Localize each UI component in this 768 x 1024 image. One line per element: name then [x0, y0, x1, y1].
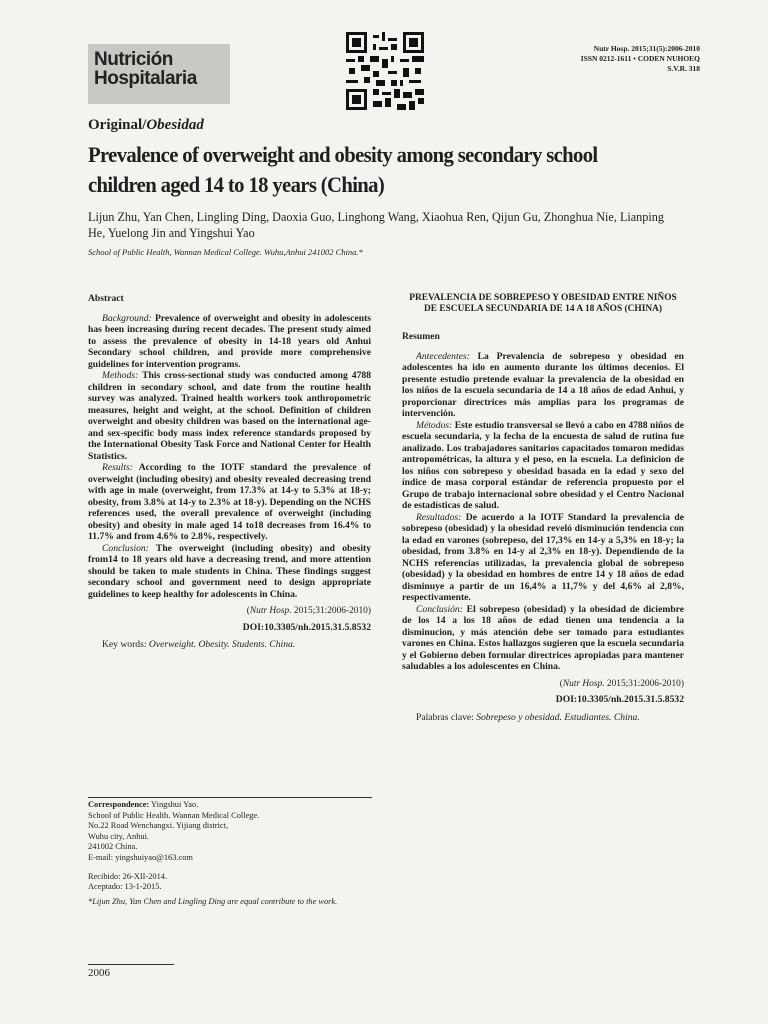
antecedentes-label: Antecedentes:: [416, 350, 470, 362]
keywords: [88, 639, 371, 651]
svr-line: S.V.R. 318: [667, 64, 700, 73]
background-text: Prevalence of overweight and obesity in adolescents has been increasing during recent decades. The present study aimed to assess the prevalence of obesity in 14-18 years old Anhui Secondary school children, and provide more comprehensive guidelines for intervention programs.: [88, 312, 371, 370]
issn-line: ISSN 0212-1611 • CODEN NUHOEQ: [580, 54, 700, 63]
metodos-paragraph: [402, 420, 684, 512]
correspondence-label: Correspondence:: [88, 800, 150, 809]
logo-line-1: Nutrición: [94, 49, 173, 70]
correspondence-line-3: Wuhu city, Anhui.: [88, 831, 149, 841]
resultados-label: Resultados:: [416, 511, 462, 523]
results-text: According to the IOTF standard the prevalence of overweight (including obesity) and obesity revealed decreasing trend with age in male (overweight, from 17.3% at 14-y to 5.3% at 18-y; obesity, from 3.8% at 14-y to 2.3% at 18-y). Depending on the NCHS references used, the overall prevalence of overweight (including obesity) and obesity in male aged 14 to18 decreases from 16.4% to 11.7% and from 4.6% to 2.8%, respectively.: [88, 462, 371, 542]
conclusion-paragraph: [88, 543, 371, 601]
correspondence-block: [88, 800, 372, 907]
conclusion-text: The overweight (including obesity) and obesity from14 to 18 years old have a decreasing trend, and more attention should be taken to male students in China. These findings suggest secondary school and government need to design appropriate guidelines to keep healthy for adolescents in China.: [88, 542, 371, 600]
metodos-text: Este estudio transversal se llevó a cabo en 4788 niños de escuela secundaria, y la fecha de la encuesta de salud de rutina fue analizado. Los trabajadores sanitarios capacitados tomaron medidas antropométricas, la altura y el peso, en la escuela. La definicion de los niños con sobrepeso y obesidad basada en la edad y sexo del índice de masa corporal estándar de referencia propuesto por el Grupo de trabajo internacional sobre obesidad y el Centro Nacional de estadísticas de salud.: [402, 419, 684, 511]
citation-es-details: 2015;31:2006-2010): [604, 678, 684, 689]
resultados-text: De acuerdo a la IOTF Standard la prevalencia de sobrepeso (obesidad) y la obesidad reveló disminución tendencia con la edad en varones (sobrepeso, del 17,3% en 14-y a 5,3% en 18-y; la obesidad, from 3.8% en 14-y al 2,3% en 18-y). Dependiendo de la NCHS referencias utilizadas, la prevalencia global de sobrepeso (obesidad) y la obesidad en hombres de entre 14 y 18 años de edad disminuye a partir de un 16,4% a 11,7% y del 4,6% al 2,8%, respectivamente.: [402, 511, 684, 603]
author-list: Lijun Zhu, Yan Chen, Lingling Ding, Daoxia Guo, Linghong Wang, Xiaohua Ren, Qijun Gu, Zhonghua Nie, Lianping He, Yuelong Jin and Yingshui Yao: [88, 210, 664, 240]
citation-es-journal: Nutr Hosp.: [562, 678, 605, 689]
doi-es[interactable]: DOI:10.3305/nh.2015.31.5.8532: [555, 694, 684, 705]
methods-label: Methods:: [102, 370, 139, 381]
methods-paragraph: [88, 370, 371, 462]
english-abstract: [88, 293, 371, 651]
resumen-heading: Resumen: [402, 331, 440, 342]
spanish-abstract: [402, 293, 684, 723]
correspondence-line-2: No.22 Road Wenchangxi. Yijiang district,: [88, 821, 229, 831]
citation-line: Nutr Hosp. 2015;31(5):2006-2010: [593, 44, 700, 53]
correspondence-line-1: School of Public Health. Wannan Medical College.: [88, 810, 260, 820]
results-label: Results:: [102, 462, 133, 473]
keywords-text: Overweight. Obesity. Students. China.: [146, 639, 296, 650]
qr-code-icon: [346, 32, 424, 110]
page-number: 2006: [88, 967, 110, 979]
accepted-date: Aceptado: 13-1-2015.: [88, 882, 162, 892]
conclusion-es-paragraph: [402, 604, 684, 673]
correspondence-divider: [88, 797, 372, 798]
keywords-label: Key words:: [102, 639, 147, 650]
correspondence-name-line: [88, 800, 372, 811]
correspondence-name: Yingshui Yao.: [149, 800, 199, 809]
abstract-heading: Abstract: [88, 293, 124, 304]
resultados-paragraph: [402, 512, 684, 604]
palabras-clave: [402, 712, 684, 724]
citation-es: (Nutr Hosp. 2015;31:2006-2010): [559, 678, 684, 689]
article-title: Prevalence of overweight and obesity among secondary school children aged 14 to 18 years (China): [88, 142, 598, 197]
journal-meta: [581, 44, 700, 74]
metodos-label: Métodos:: [416, 419, 453, 431]
section-tag: Original/Obesidad: [88, 117, 204, 133]
palabras-clave-text: Sobrepeso y obesidad. Estudiantes. China.: [473, 711, 640, 723]
conclusion-es-label: Conclusión:: [416, 603, 463, 615]
correspondence-line-4: 241002 China.: [88, 842, 138, 852]
section-label: Original: [88, 117, 143, 133]
subsection-label: Obesidad: [146, 117, 204, 133]
conclusion-label: Conclusion:: [102, 542, 149, 554]
background-label: Background:: [102, 312, 152, 324]
conclusion-es-text: El sobrepeso (obesidad) y la obesidad de diciembre de los 14 a los 18 años de edad tienen una tendencia a la disminucion, y más atención debe ser tomado para estudiantes varones en China. Estos hallazgos sugieren que la escuela secundaria y el Gobierno deben formular directrices apropiadas para mantener saludables a los adolescentes en China.: [402, 603, 684, 672]
antecedentes-text: La Prevalencia de sobrepeso y obesidad en adolescentes ha ido en aumento durante los últimos decenios. El presente estudio pretende evaluar la prevalencia de la obesidad en los niños de la escuela secundaria de 14 a 18 años de edad Anhui, y proporcionar directrices más amplias para los programas de intervención.: [402, 350, 684, 419]
background-paragraph: [88, 313, 371, 371]
results-paragraph: [88, 462, 371, 543]
equal-contribution-footnote: *Lijun Zhu, Yan Chen and Lingling Ding are equal contribute to the work.: [88, 896, 338, 906]
received-date: Recibido: 26-XII-2014.: [88, 871, 168, 881]
palabras-clave-label: Palabras clave:: [416, 711, 474, 723]
doi[interactable]: DOI:10.3305/nh.2015.31.5.8532: [242, 621, 371, 633]
citation: (Nutr Hosp. 2015;31:2006-2010): [246, 606, 371, 616]
logo-line-2: Hospitalaria: [94, 68, 197, 89]
citation-journal: Nutr Hosp.: [249, 606, 292, 616]
journal-logo: [88, 44, 230, 104]
affiliation: School of Public Health, Wannan Medical College. Wuhu,Anhui 241002 China.*: [88, 247, 363, 257]
citation-details: 2015;31:2006-2010): [291, 606, 371, 616]
page-number-rule: [88, 964, 174, 965]
antecedentes-paragraph: [402, 351, 684, 420]
correspondence-email[interactable]: E-mail: yingshuiyao@163.com: [88, 852, 193, 862]
methods-text: This cross-sectional study was conducted among 4788 children in secondary school, and date from the routine health survey was analyzed. Trained health workers took anthropometric measures, height and weight, at the school. Definition of children overweight and obesity children was based on the international age-and sex-specific body mass index reference standards proposed by the International Obesity Task Force and National Center for Health Statistics.: [88, 370, 371, 462]
spanish-title: PREVALENCIA DE SOBREPESO Y OBESIDAD ENTRE NIÑOS DE ESCUELA SECUNDARIA DE 14 A 18 AÑOS (CHINA): [409, 293, 677, 314]
